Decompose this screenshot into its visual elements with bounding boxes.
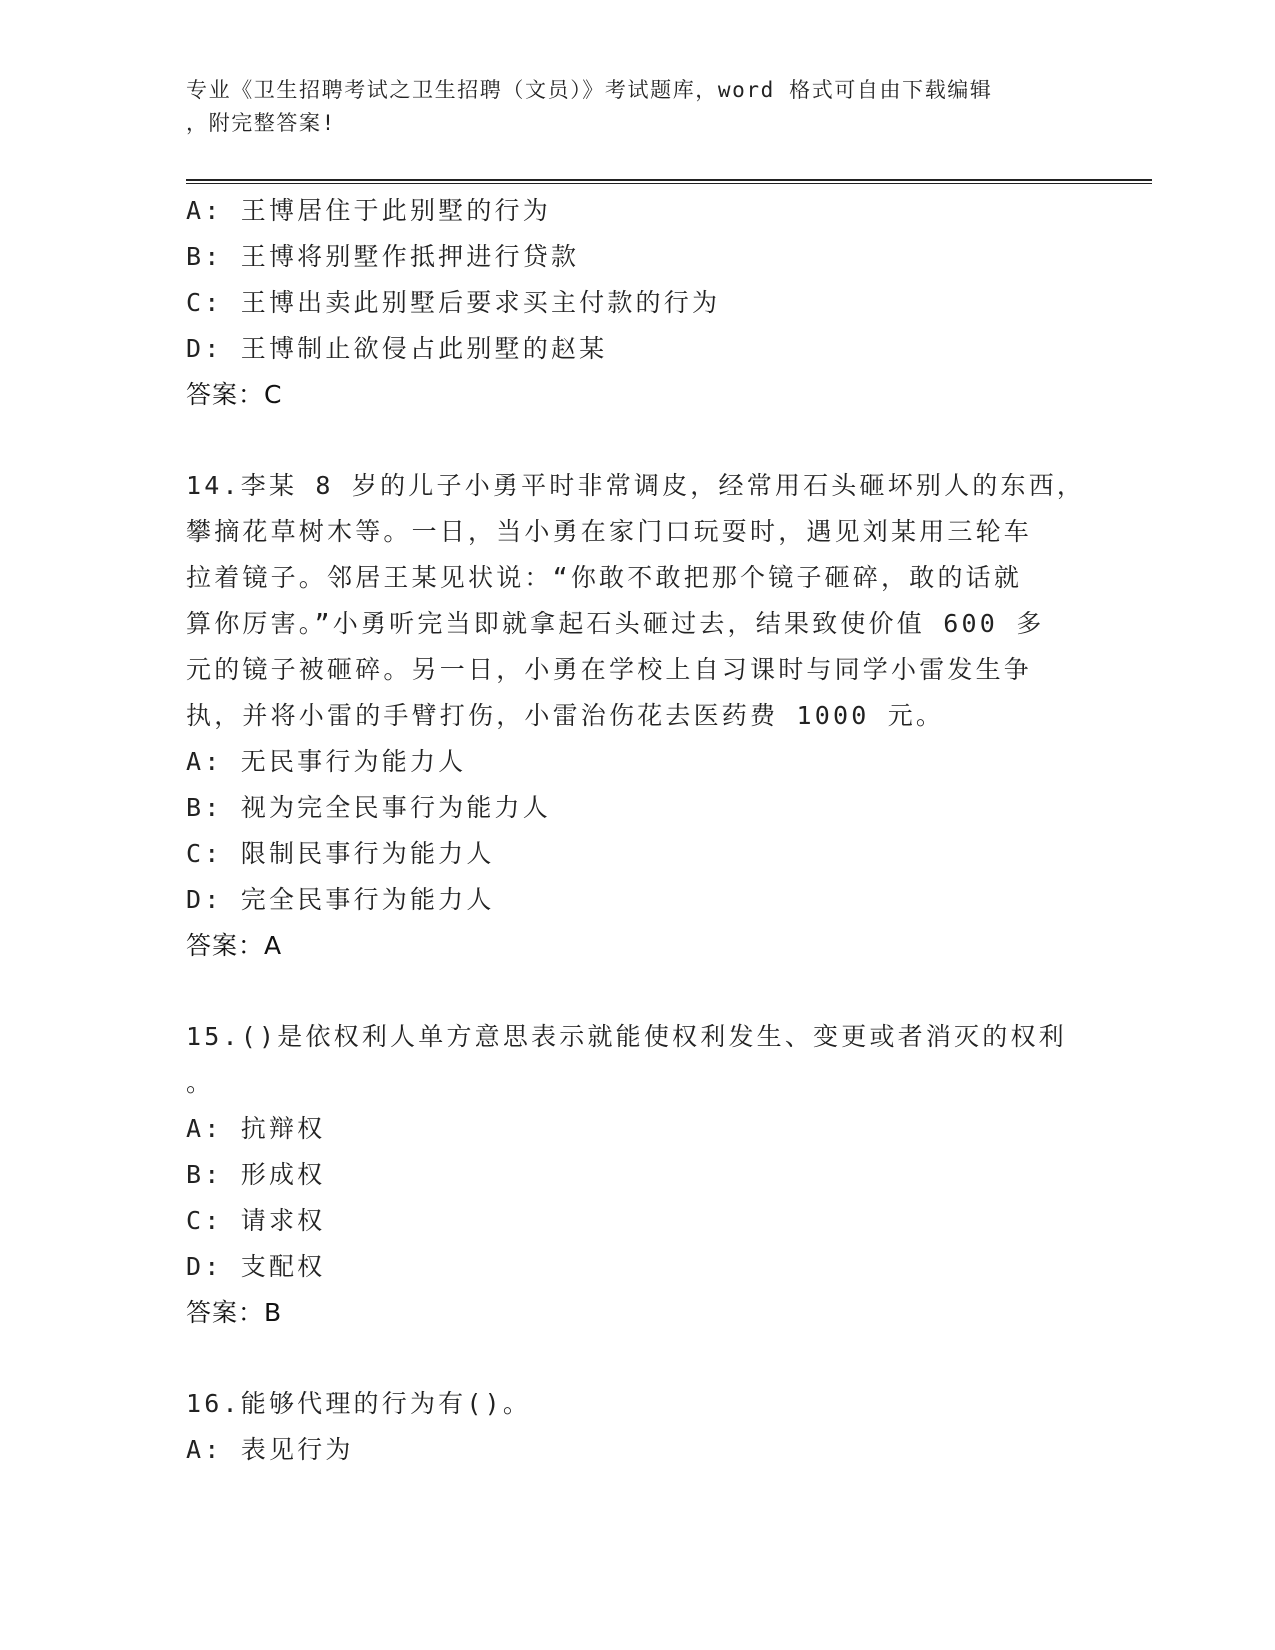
question-stem-line: 16.能够代理的行为有()。 <box>186 1389 532 1418</box>
answer-line: 答案：C <box>186 380 283 409</box>
option-b: B: 王博将别墅作抵押进行贷款 <box>186 242 580 271</box>
option-c: C: 王博出卖此别墅后要求买主付款的行为 <box>186 288 721 317</box>
question-stem-line: 执，并将小雷的手臂打伤，小雷治伤花去医药费 1000 元。 <box>186 701 945 730</box>
option-b: B: 形成权 <box>186 1160 326 1189</box>
question-stem-line: 15.()是依权利人单方意思表示就能使权利发生、变更或者消灭的权利 <box>186 1022 1067 1051</box>
spacer <box>186 969 1086 1014</box>
header-divider-thin <box>186 183 1152 184</box>
option-c: C: 请求权 <box>186 1206 326 1235</box>
question-13 <box>186 188 1086 418</box>
question-stem-line: 算你厉害。”小勇听完当即就拿起石头砸过去，结果致使价值 600 多 <box>186 609 1045 638</box>
answer-line: 答案：B <box>186 1298 283 1327</box>
spacer <box>186 418 1086 463</box>
option-a: A: 无民事行为能力人 <box>186 747 467 776</box>
question-stem-line: 元的镜子被砸碎。另一日，小勇在学校上自习课时与同学小雷发生争 <box>186 655 1033 684</box>
question-stem-line: 攀摘花草树木等。一日，当小勇在家门口玩耍时，遇见刘某用三轮车 <box>186 517 1033 546</box>
option-a: A: 王博居住于此别墅的行为 <box>186 196 551 225</box>
question-14 <box>186 463 1086 969</box>
document-header <box>186 74 1076 140</box>
spacer <box>186 1336 1086 1381</box>
header-line-2: ，附完整答案! <box>186 111 336 135</box>
answer-line: 答案：A <box>186 931 283 960</box>
option-a: A: 抗辩权 <box>186 1114 326 1143</box>
question-list <box>186 188 1086 1473</box>
question-15 <box>186 1014 1086 1336</box>
header-line-1: 专业《卫生招聘考试之卫生招聘（文员）》考试题库，word 格式可自由下载编辑 <box>186 78 993 102</box>
option-d: D: 完全民事行为能力人 <box>186 885 495 914</box>
question-stem-line: 14.李某 8 岁的儿子小勇平时非常调皮，经常用石头砸坏别人的东西， <box>186 471 1086 500</box>
option-c: C: 限制民事行为能力人 <box>186 839 495 868</box>
option-a: A: 表见行为 <box>186 1435 354 1464</box>
option-b: B: 视为完全民事行为能力人 <box>186 793 551 822</box>
option-d: D: 王博制止欲侵占此别墅的赵某 <box>186 334 608 363</box>
header-divider-thick <box>186 179 1152 181</box>
question-stem-line: 拉着镜子。邻居王某见状说：“你敢不敢把那个镜子砸碎，敢的话就 <box>186 563 1023 592</box>
option-d: D: 支配权 <box>186 1252 326 1281</box>
question-stem-line: 。 <box>186 1068 215 1097</box>
question-16 <box>186 1381 1086 1473</box>
